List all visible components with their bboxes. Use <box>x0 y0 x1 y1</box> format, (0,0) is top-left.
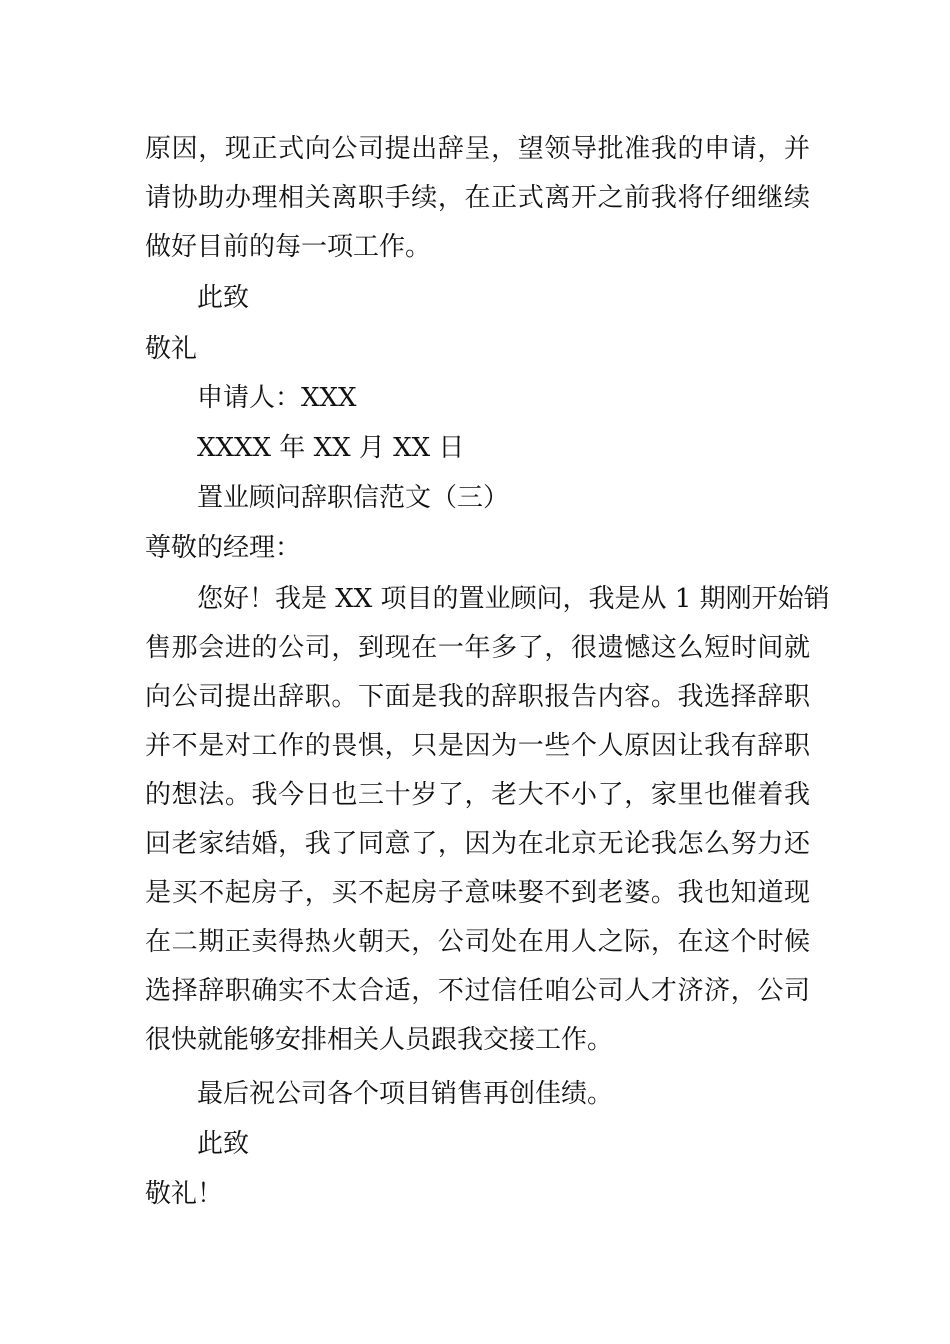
paragraph-line: 很快就能够安排相关人员跟我交接工作。 <box>145 1025 614 1055</box>
paragraph-line: 做好目前的每一项工作。 <box>145 232 432 262</box>
date-line: XXXX 年 XX 月 XX 日 <box>197 433 465 463</box>
paragraph-line: 回老家结婚，我了同意了，因为在北京无论我怎么努力还 <box>145 829 810 859</box>
paragraph-continuation <box>145 125 810 272</box>
paragraph-line: 是买不起房子，买不起房子意味娶不到老婆。我也知道现 <box>145 878 810 908</box>
paragraph-line: 在二期正卖得热火朝天，公司处在用人之际，在这个时候 <box>145 927 810 957</box>
applicant-line: 申请人：XXX <box>197 383 357 413</box>
paragraph-line: 售那会进的公司，到现在一年多了，很遗憾这么短时间就 <box>145 633 810 663</box>
greeting: 尊敬的经理： <box>145 533 302 563</box>
closing-block-1 <box>145 274 810 573</box>
paragraph-line: 请协助办理相关离职手续，在正式离开之前我将仔细继续 <box>145 183 810 213</box>
letter-body-paragraph <box>145 575 830 1065</box>
paragraph-line: 原因，现正式向公司提出辞呈，望领导批准我的申请，并 <box>145 134 810 164</box>
paragraph-line: 向公司提出辞职。下面是我的辞职报告内容。我选择辞职 <box>145 682 810 712</box>
salute-text: 敬礼！ <box>145 1179 224 1209</box>
section-title: 置业顾问辞职信范文（三） <box>197 483 510 513</box>
paragraph-line: 您好！我是 XX 项目的置业顾问，我是从 1 期刚开始销 <box>197 584 830 614</box>
wish-line: 最后祝公司各个项目销售再创佳绩。 <box>197 1079 614 1109</box>
paragraph-line: 选择辞职确实不太合适，不过信任咱公司人才济济，公司 <box>145 976 810 1006</box>
salute-text: 敬礼 <box>145 334 198 364</box>
closing-text: 此致 <box>197 1129 250 1159</box>
closing-text: 此致 <box>197 283 250 313</box>
closing-block-2 <box>145 1070 810 1219</box>
paragraph-line: 的想法。我今日也三十岁了，老大不小了，家里也催着我 <box>145 780 810 810</box>
paragraph-line: 并不是对工作的畏惧，只是因为一些个人原因让我有辞职 <box>145 731 810 761</box>
